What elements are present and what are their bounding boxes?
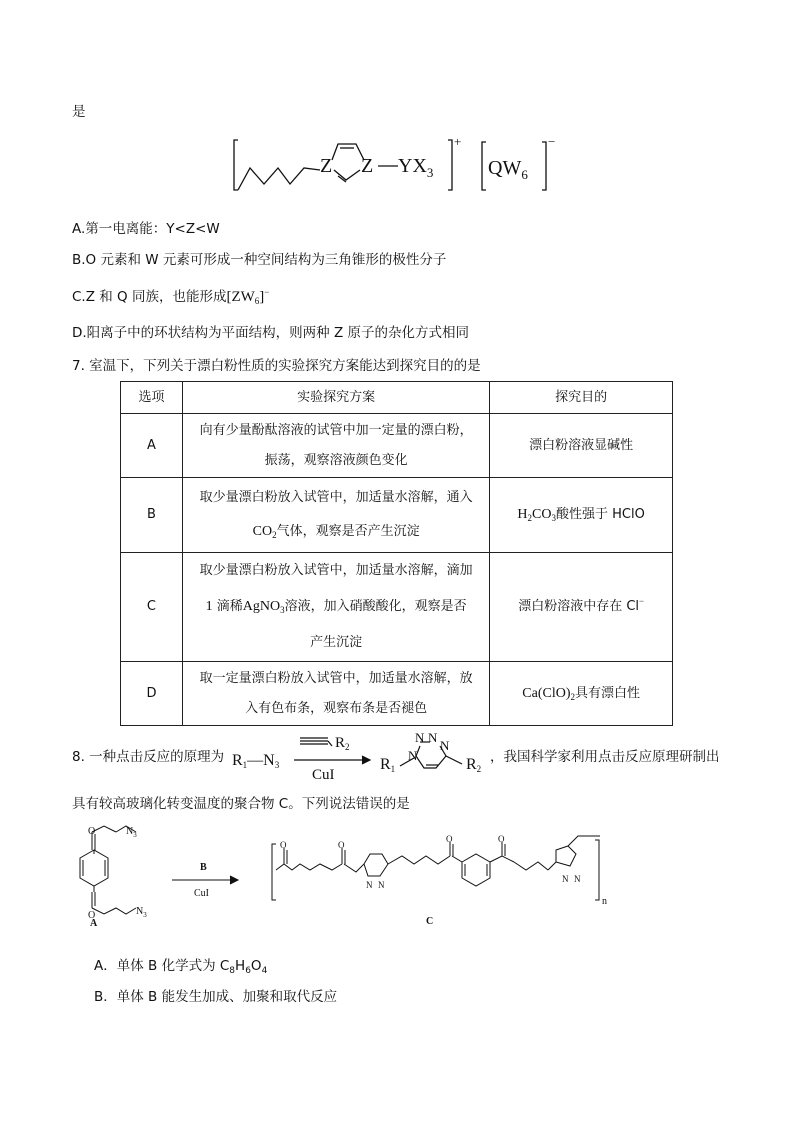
table-row xyxy=(121,414,673,478)
table-cell-plan: 取少量漂白粉放入试管中，加适量水溶解，通入 $CO_2$气体，观察是否产生沉淀 xyxy=(182,478,489,553)
ion-anion-charge: − xyxy=(548,134,556,149)
table-cell-purpose: $Ca(ClO)_2$具有漂白性 xyxy=(490,662,673,726)
table-cell-plan: 向有少量酚酞溶液的试管中加一定量的漂白粉， 振荡，观察溶液颜色变化 xyxy=(182,414,489,478)
table-cell-purpose: 漂白粉溶液中存在 Cl− xyxy=(490,553,673,662)
ion-z2: Z xyxy=(361,155,374,177)
svg-text:O: O xyxy=(498,834,505,844)
scheme-label-a: A xyxy=(90,918,98,928)
scheme-label-b: B xyxy=(200,862,207,873)
q6-option-c: C.Z 和 Q 同族，也能形成$[ZW_6]^-$ xyxy=(72,287,270,306)
table-cell-plan: 取少量漂白粉放入试管中，加适量水溶解，滴加 1 滴稀AgNO$_3$溶液，加入硝酸酸化，观察是否 产生沉淀 xyxy=(182,553,489,662)
scheme-label-c: C xyxy=(426,916,434,927)
table-cell-option: C xyxy=(121,553,183,662)
q6-option-a: A.第一电离能：Y<Z<W xyxy=(72,221,220,237)
table-row xyxy=(121,553,673,662)
q8-triazole-n2: N xyxy=(428,730,438,745)
q8-polymer-scheme xyxy=(70,820,630,928)
table-header: 探究目的 xyxy=(490,382,673,414)
ion-anion: $QW_6$ xyxy=(488,157,528,182)
table-header-row xyxy=(121,382,673,414)
ion-cation-charge: + xyxy=(454,134,462,149)
scheme-catalyst: CuI xyxy=(194,888,209,899)
svg-text:N: N xyxy=(366,880,373,890)
table-cell-purpose: $H_2CO_3$酸性强于 HClO xyxy=(490,478,673,553)
q8-triazole-n4: N xyxy=(408,748,418,763)
table-row xyxy=(121,662,673,726)
table-cell-option: B xyxy=(121,478,183,553)
q6-option-b: B.O 元素和 W 元素可形成一种空间结构为三角锥形的极性分子 xyxy=(72,252,447,268)
svg-text:O: O xyxy=(88,826,96,837)
svg-text:N: N xyxy=(378,880,385,890)
svg-text:O: O xyxy=(338,840,345,850)
svg-text:N: N xyxy=(574,874,581,884)
table-row xyxy=(121,478,673,553)
q8-stem-pre: 8. 一种点击反应的原理为 xyxy=(72,749,225,765)
q7-table xyxy=(120,381,673,726)
intro-word: 是 xyxy=(72,104,86,120)
svg-text:O: O xyxy=(446,834,453,844)
table-cell-option: D xyxy=(121,662,183,726)
q6-option-d: D.阳离子中的环状结构为平面结构，则两种 Z 原子的杂化方式相同 xyxy=(72,325,470,341)
q8-option-b: B．单体 B 能发生加成、加聚和取代反应 xyxy=(94,989,338,1005)
table-cell-plan: 取一定量漂白粉放入试管中，加适量水溶解，放 入有色布条，观察布条是否褪色 xyxy=(182,662,489,726)
ion-yx3: $YX_3$ xyxy=(398,155,434,180)
svg-text:N3: $N_3$ xyxy=(126,826,137,839)
q7-stem: 7. 室温下，下列关于漂白粉性质的实验探究方案能达到探究目的的是 xyxy=(72,358,481,374)
q8-product-r2: $R_2$ xyxy=(466,756,482,774)
table-header: 实验探究方案 xyxy=(182,382,489,414)
ion-structure-diagram xyxy=(228,132,558,197)
svg-text:O: O xyxy=(280,840,287,850)
svg-text:N: N xyxy=(562,874,569,884)
scheme-subscript-n: n xyxy=(602,896,607,907)
ion-z1: Z xyxy=(320,155,333,177)
q8-product-r1: $R_1$ xyxy=(380,756,396,774)
q8-reactant: $R_1—N_3$ xyxy=(232,752,280,770)
q8-alkyne-r2: $R_2$ xyxy=(335,735,350,752)
table-header: 选项 xyxy=(121,382,183,414)
svg-text:N3: $N_3$ xyxy=(136,906,147,919)
q8-catalyst: CuI xyxy=(312,767,335,783)
table-cell-option: A xyxy=(121,414,183,478)
q8-option-a: A．单体 B 化学式为 $C_8H_6O_4$ xyxy=(94,958,268,976)
q8-triazole-n3: N xyxy=(440,738,450,753)
svg-text:O: O xyxy=(88,910,96,921)
q8-triazole-n1: N xyxy=(415,730,425,745)
q8-stem-line2: 具有较高玻璃化转变温度的聚合物 C。下列说法错误的是 xyxy=(72,796,410,812)
table-cell-purpose: 漂白粉溶液显碱性 xyxy=(490,414,673,478)
q8-stem-post: ，我国科学家利用点击反应原理研制出 xyxy=(490,749,720,765)
